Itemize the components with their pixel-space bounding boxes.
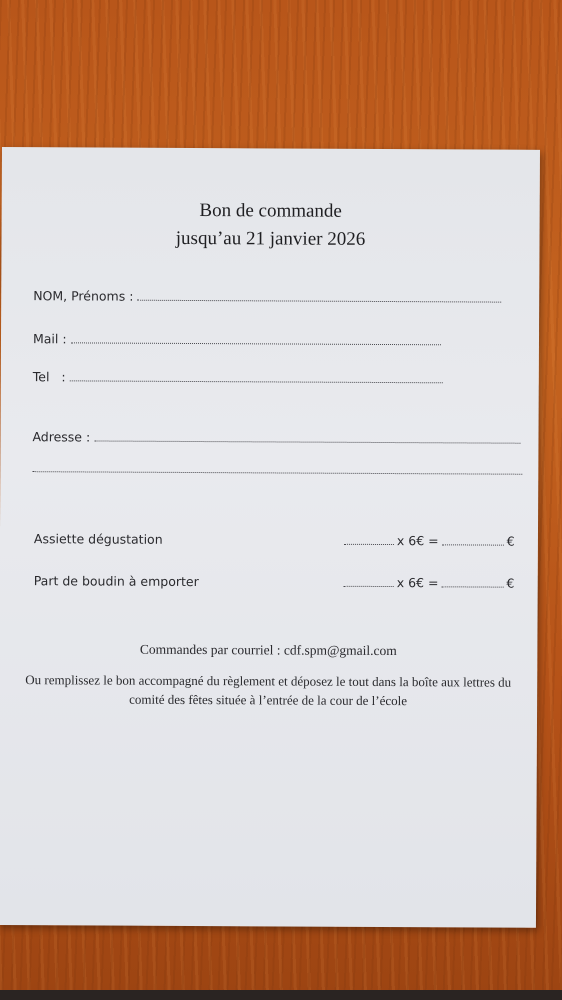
address-field[interactable] — [32, 429, 520, 447]
unit-price: x 6€ = — [396, 533, 439, 549]
mail-field[interactable] — [33, 331, 441, 348]
address-dotted-line — [94, 430, 520, 443]
total-dotted-line[interactable] — [442, 534, 504, 545]
form-deadline: jusqu’au 21 janvier 2026 — [175, 227, 366, 250]
tel-dotted-line — [70, 370, 443, 383]
address-label: Adresse : — [32, 429, 91, 445]
order-form-sheet — [0, 147, 540, 928]
mail-label: Mail : — [32, 331, 67, 347]
order-row-boudin — [34, 573, 514, 596]
currency-sign: € — [506, 533, 515, 549]
name-field[interactable] — [33, 288, 501, 305]
mail-dotted-line — [71, 332, 441, 345]
quantity-dotted-line[interactable] — [344, 576, 394, 587]
dropoff-instructions: Ou remplissez le bon accompagné du règlement et déposez le tout dans la boîte aux lettres du comité des fêtes située à l’entrée de la cour de l’école — [25, 672, 512, 709]
table-edge-shadow — [0, 990, 562, 1000]
order-label-boudin: Part de boudin à emporter — [33, 573, 199, 590]
total-dotted-line[interactable] — [441, 576, 503, 587]
address-dotted-line-2 — [32, 461, 522, 475]
contact-email-line: Commandes par courriel : cdf.spm@gmail.com — [139, 641, 397, 659]
tel-field[interactable] — [33, 369, 443, 386]
name-dotted-line — [137, 290, 501, 303]
quantity-dotted-line[interactable] — [344, 534, 394, 545]
currency-sign: € — [506, 575, 515, 591]
name-label: NOM, Prénoms : — [33, 288, 134, 304]
order-row-assiette — [34, 531, 514, 554]
address-second-line[interactable] — [32, 461, 522, 475]
order-label-assiette: Assiette dégustation — [33, 531, 163, 547]
form-title: Bon de commande — [199, 200, 342, 222]
tel-label: Tel : — [32, 369, 66, 385]
unit-price: x 6€ = — [396, 575, 439, 591]
